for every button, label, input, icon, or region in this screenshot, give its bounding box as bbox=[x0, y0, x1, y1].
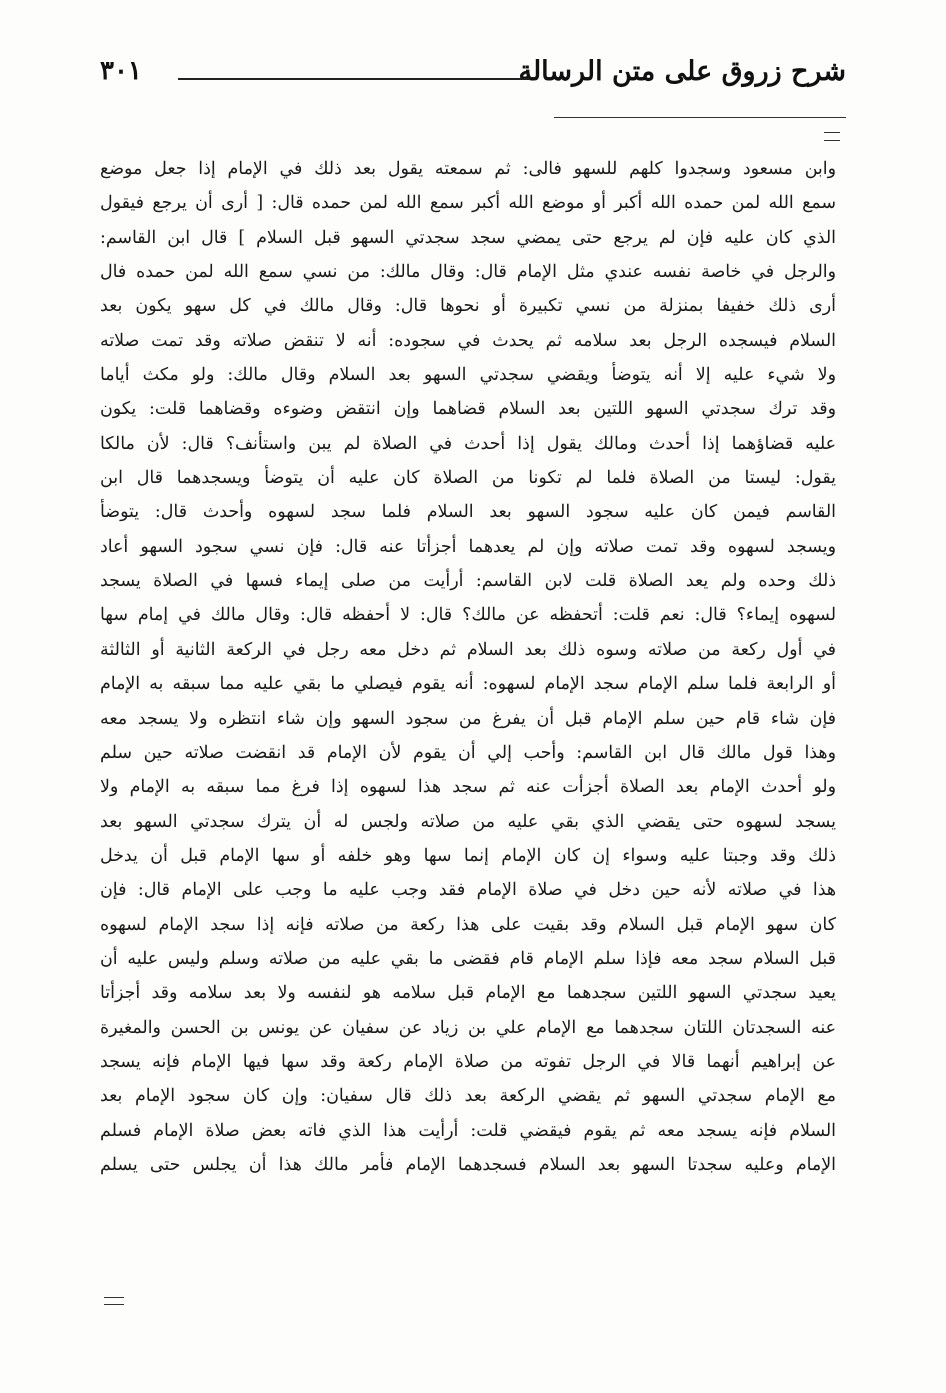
double-line-mark bbox=[824, 132, 840, 141]
page-number: ٣٠١ bbox=[100, 56, 142, 86]
text-line: مع الإمام سجدتي السهو ثم يقضي الركعة بعد ذلك قال سفيان: وإن كان سجود الإمام بعد bbox=[100, 1086, 836, 1107]
body-text bbox=[100, 152, 836, 1182]
text-line: السلام فإنه يسجد معه ثم يقوم فيقضي قلت: أرأيت هذا الذي فاته بعض صلاة الإمام فسلم bbox=[100, 1120, 836, 1141]
text-line: يقول: ليستا من الصلاة فلما لم تكونا من الصلاة كان عليه أن يتوضأ ويسجدهما قال ابن bbox=[100, 468, 836, 489]
page-header bbox=[100, 50, 846, 100]
text-line: لسهوه إيماء؟ قال: نعم قلت: أتحفظه عن مالك؟ قال: لا أحفظه قال: وقال مالك في إمام سها bbox=[100, 605, 836, 626]
text-line: قبل السلام سجد معه فإذا سلم الإمام قام فقضى ما بقي عليه من صلاته وسلم وليس عليه أن bbox=[100, 948, 836, 969]
text-line: يسجد لسهوه حتى يقضي الذي بقي عليه من صلاته ولجس له أن يترك سجدتي السهو بعد bbox=[100, 811, 836, 832]
text-line: كان سهو الإمام قبل السلام وقد بقيت على هذا ركعة من صلاته فإنه إذا سجد الإمام لسهوه bbox=[100, 914, 836, 935]
text-line: وهذا قول مالك قال ابن القاسم: وأحب إلي أن يقوم لأن الإمام قد انقضت صلاته حين سلم bbox=[100, 742, 836, 763]
text-line: أو الرابعة فلما سلم الإمام سجد الإمام لسهوه: أنه يقوم فيصلي ما بقي عليه مما سبقه به الإمام bbox=[100, 674, 836, 695]
text-line: وابن مسعود وسجدوا كلهم للسهو فالى: ثم سمعته يقول بعد ذلك في الإمام إذا جعل موضع bbox=[100, 159, 836, 179]
text-line: ويسجد لسهوه وقد تمت صلاته وإن لم يعدهما أجزأتا عنه قال: فإن نسي سجود السهو أعاد bbox=[100, 536, 836, 557]
text-line: عن إبراهيم أنهما قالا في الرجل تفوته من صلاة الإمام ركعة وقد سها فيها الإمام فإنه يسجد bbox=[100, 1051, 836, 1072]
text-line: سمع الله لمن حمده الله أكبر أو موضع الله أكبر سمع الله لمن حمده قال: [ أرى أن يرجع فيقول bbox=[100, 193, 836, 214]
text-line: وقد ترك سجدتي السهو اللتين بعد السلام قضاهما وإن انتقض وضوءه وقضاهما قلت: يكون bbox=[100, 399, 836, 420]
text-line: يعيد سجدتي السهو اللتين سجدهما مع الإمام قبل سلامه هو لنفسه ولا بعد سلامه وقد أجزأتا bbox=[100, 983, 836, 1004]
text-line: والرجل في خاصة نفسه عندي مثل الإمام قال: وقال مالك: من نسي سمع الله لمن حمده فال bbox=[100, 262, 836, 283]
text-line: ذلك وقد وجبتا عليه وسواء إن كان الإمام إنما سها وهو خلفه أو سها الإمام قبل أن يدخل bbox=[100, 845, 836, 866]
double-line-mark-bottom bbox=[104, 1297, 124, 1305]
text-line: الذي كان عليه فإن لم يرجع حتى يمضي سجد سجدتي السهو قبل السلام ] قال ابن القاسم: bbox=[100, 227, 836, 248]
header-underline bbox=[554, 117, 846, 118]
text-line: ولا شيء عليه إلا أنه يتوضأ ويقضي سجدتي السهو بعد السلام وقال مالك: ولو مكث أياما bbox=[100, 365, 836, 386]
text-line: السلام فيسجده الرجل بعد سلامه ثم يحدث في سجوده: أنه لا تنقض صلاته وقد تمت صلاته bbox=[100, 330, 836, 351]
text-line: الإمام وعليه سجدتا السهو بعد السلام فسجدهما الإمام فأمر مالك هذا أن يجلس حتى يسلم bbox=[100, 1154, 836, 1175]
text-line: أرى ذلك خفيفا بمنزلة من نسي تكبيرة أو نحوها قال: وقال مالك في كل سهو يكون بعد bbox=[100, 296, 836, 317]
text-line: ذلك وحده ولم يعد الصلاة قلت لابن القاسم: أرأيت من صلى إيماء فسها في الصلاة يسجد bbox=[100, 571, 836, 592]
text-line: عنه السجدتان اللتان سجدهما مع الإمام علي بن زياد عن سفيان عن يونس بن الحسن والمغيرة bbox=[100, 1017, 836, 1038]
running-title: شرح زروق على متن الرسالة bbox=[518, 56, 846, 87]
text-line: القاسم فيمن كان عليه سجود السهو بعد السلام فلما سجد لسهوه وأحدث قال: يتوضأ bbox=[100, 502, 836, 523]
text-line: هذا في صلاته لأنه حين دخل في صلاة الإمام فقد وجب عليه ما وجب على الإمام قال: فإن bbox=[100, 880, 836, 901]
text-line: في أول ركعة من صلاته وسوه ذلك بعد السلام ثم دخل معه رجل في الركعة الثانية أو الثالثة bbox=[100, 639, 836, 660]
header-rule bbox=[178, 78, 530, 80]
text-line: ولو أحدث الإمام بعد الصلاة أجزأت عنه ثم سجد هذا لسهوه إذا فرغ مما سبقه به الإمام ولا bbox=[100, 777, 836, 798]
text-line: فإن شاء قام حين سلم الإمام قبل أن يفرغ من سجود السهو وإن شاء انتظره ولا يسجد معه bbox=[100, 708, 836, 729]
text-line: عليه قضاؤهما إذا أحدث ومالك يقول إذا أحدث في الصلاة لم يبن واستأنف؟ قال: لأن مالكا bbox=[100, 433, 836, 454]
